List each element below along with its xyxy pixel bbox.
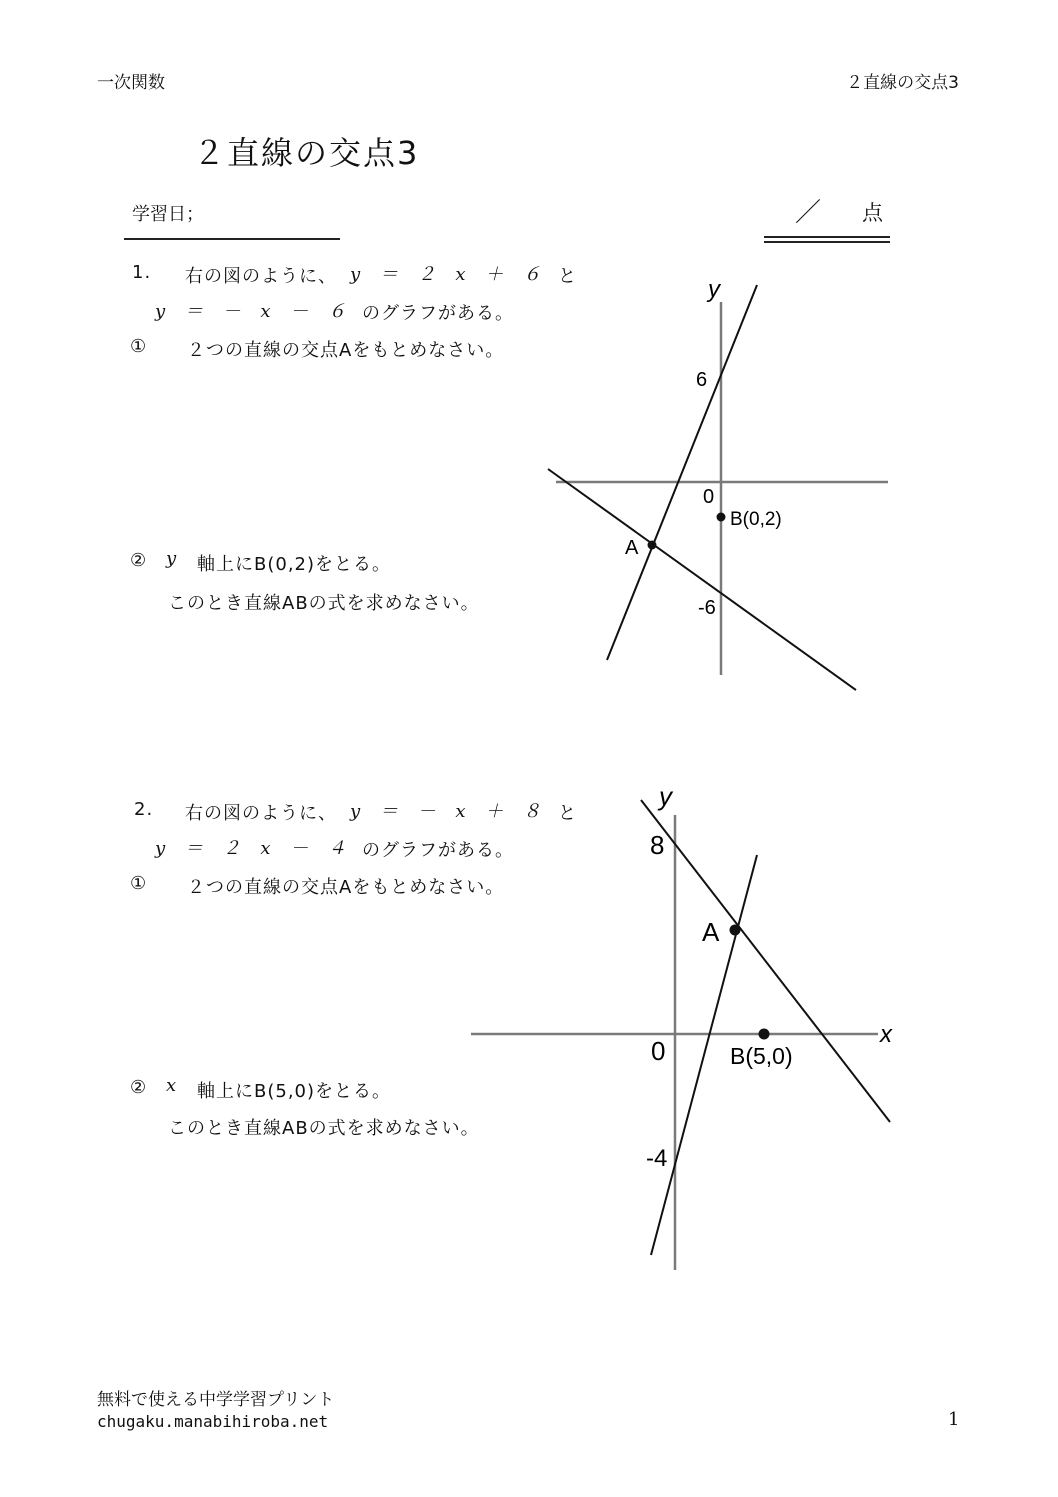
q1-sub2-var: y	[166, 548, 178, 569]
q2-point-a-dot	[730, 925, 741, 936]
header-topic: ２直線の交点3	[846, 73, 959, 93]
q1-sub2-mark: ②	[130, 550, 148, 571]
q1-equation-2: y ＝ － x － ６	[155, 301, 347, 322]
q2-sub1-text: ２つの直線の交点Aをもとめなさい。	[187, 877, 505, 898]
study-date-label: 学習日；	[132, 204, 204, 225]
q1-and: と	[558, 266, 577, 287]
q2-graph-note: のグラフがある。	[362, 840, 514, 861]
q1-graph-note: のグラフがある。	[362, 303, 514, 324]
q2-equation-2: y ＝ ２ x － ４	[155, 838, 347, 859]
footer-url: chugaku.manabihiroba.net	[97, 1412, 329, 1431]
q1-sub1-text: ２つの直線の交点Aをもとめなさい。	[187, 340, 505, 361]
score-label: 点	[862, 201, 883, 225]
q2-sub2-text2: このとき直線ABの式を求めなさい。	[168, 1118, 480, 1139]
q2-origin-label: 0	[651, 1036, 666, 1066]
q1-point-b-label: B(0,2)	[730, 509, 782, 530]
q2-x-axis-label: x	[880, 1021, 892, 1048]
q1-y-axis-label: y	[708, 276, 720, 303]
q2-number: 2.	[134, 799, 154, 820]
q1-point-a-dot	[648, 541, 657, 550]
q2-sub2-mark: ②	[130, 1077, 148, 1098]
q1-line-2	[548, 469, 856, 690]
page-title: ２直線の交点3	[193, 134, 420, 172]
q1-intro: 右の図のように、	[185, 266, 337, 287]
score-slash: ／	[795, 198, 822, 228]
q1-sub1-mark: ①	[130, 336, 148, 357]
q2-point-b-dot	[759, 1029, 770, 1040]
q1-graph	[548, 276, 888, 690]
q1-point-b-dot	[717, 513, 726, 522]
q2-point-b-label: B(5,0)	[730, 1043, 793, 1069]
q2-point-a-label: A	[702, 917, 720, 947]
q1-point-a-label: A	[625, 537, 639, 559]
q1-sub2-text: 軸上にB(0,2)をとる。	[197, 554, 392, 575]
q1-tick-6: 6	[696, 369, 708, 391]
q2-intro: 右の図のように、	[185, 803, 337, 824]
footer-tagline: 無料で使える中学学習プリント	[97, 1390, 335, 1410]
q2-tick-8: 8	[650, 830, 665, 860]
q1-sub2-text2: このとき直線ABの式を求めなさい。	[168, 593, 480, 614]
q2-sub2-var: x	[166, 1075, 178, 1096]
q2-graph	[471, 781, 893, 1270]
q2-sub2-text: 軸上にB(5,0)をとる。	[197, 1081, 392, 1102]
header-unit: 一次関数	[97, 73, 165, 93]
q2-line-1	[641, 800, 890, 1122]
q1-number: 1.	[132, 262, 152, 283]
q2-tick-neg4: -4	[646, 1145, 668, 1172]
q2-and: と	[558, 803, 577, 824]
q2-y-axis-label: y	[659, 781, 672, 811]
q1-tick-neg6: -6	[698, 597, 716, 619]
q1-origin-label: 0	[703, 486, 715, 508]
q2-equation-1: y ＝ － x ＋ ８	[350, 801, 542, 822]
q1-equation-1: y ＝ ２ x ＋ ６	[350, 264, 542, 285]
page-number: 1	[948, 1409, 960, 1430]
q2-sub1-mark: ①	[130, 873, 148, 894]
